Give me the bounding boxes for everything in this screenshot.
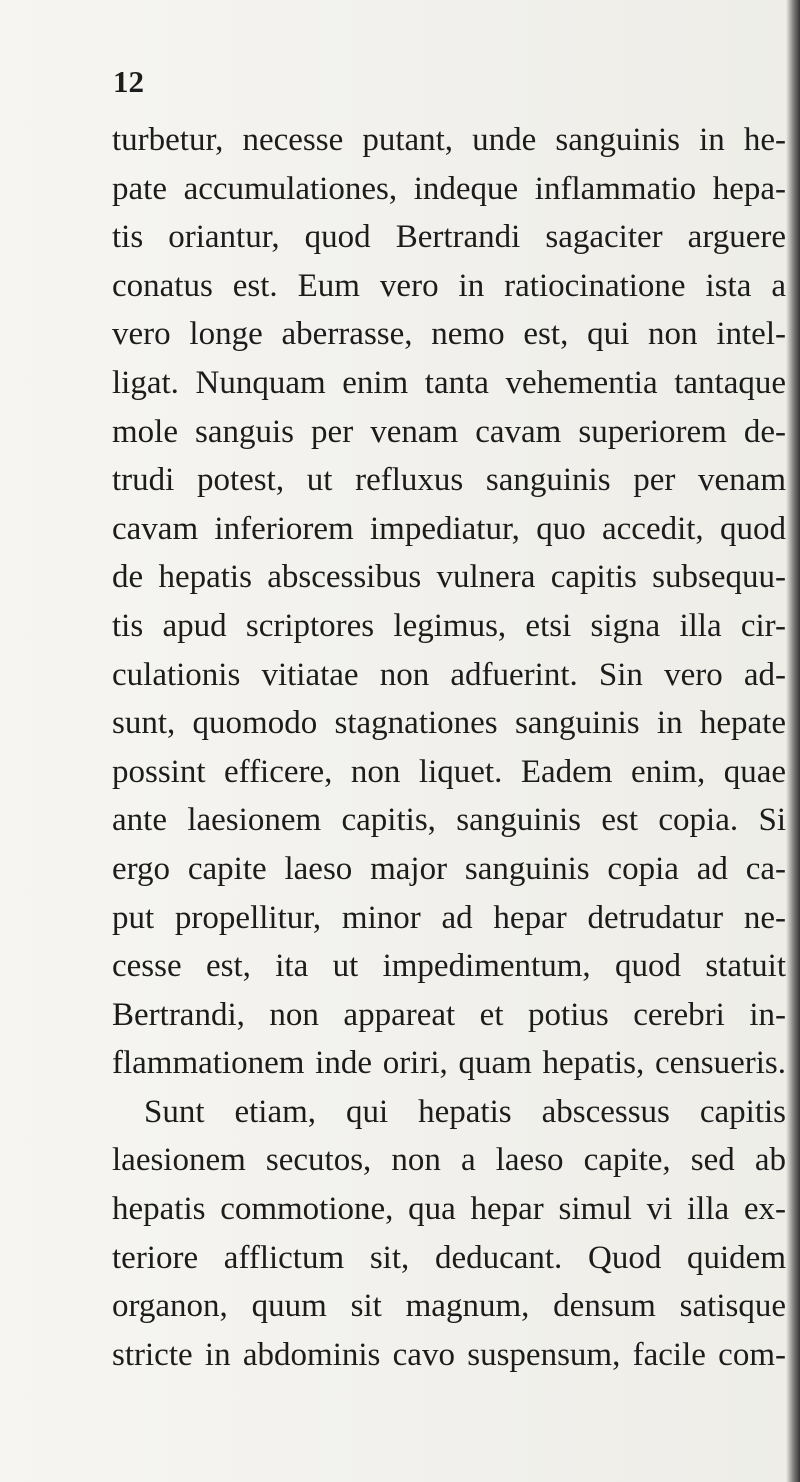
body-text — [112, 116, 792, 1379]
text-line: vero longe aberrasse, nemo est, qui non intel- — [112, 316, 786, 353]
text-line: ergo capite laeso major sanguinis copia ad ca- — [112, 850, 786, 887]
text-line: hepatis commotione, qua hepar simul vi illa ex- — [112, 1191, 786, 1228]
text-line: sunt, quomodo stagnationes sanguinis in hepate — [112, 705, 786, 742]
text-line: culationis vitiatae non adfuerint. Sin vero ad- — [112, 656, 786, 693]
text-line: pate accumulationes, indeque inflammatio hepa- — [112, 170, 786, 207]
text-line: cesse est, ita ut impedimentum, quod statuit — [112, 948, 786, 985]
text-line: stricte in abdominis cavo suspensum, facile com- — [112, 1336, 786, 1373]
text-line: laesionem secutos, non a laeso capite, sed ab — [112, 1142, 786, 1179]
text-line: flammationem inde oriri, quam hepatis, censueris. — [112, 1045, 786, 1082]
text-line: de hepatis abscessibus vulnera capitis subsequu- — [112, 559, 786, 596]
text-line: put propellitur, minor ad hepar detrudatur ne- — [112, 899, 786, 936]
text-line: tis apud scriptores legimus, etsi signa illa cir- — [112, 607, 786, 644]
text-line: cavam inferiorem impediatur, quo accedit, quod — [112, 510, 786, 547]
text-line: ante laesionem capitis, sanguinis est copia. Si — [112, 802, 786, 839]
text-line: organon, quum sit magnum, densum satisque — [112, 1288, 786, 1325]
text-line: Sunt etiam, qui hepatis abscessus capitis — [144, 1093, 786, 1130]
text-line: teriore afflictum sit, deducant. Quod quidem — [112, 1239, 786, 1276]
text-line: trudi potest, ut refluxus sanguinis per venam — [112, 462, 786, 499]
text-line: turbetur, necesse putant, unde sanguinis in he- — [112, 122, 786, 158]
text-line: Bertrandi, non appareat et potius cerebri in- — [112, 996, 786, 1033]
text-line: mole sanguis per venam cavam superiorem de- — [112, 413, 786, 450]
text-line: conatus est. Eum vero in ratiocinatione ista a — [112, 267, 786, 304]
text-line: ligat. Nunquam enim tanta vehementia tantaque — [112, 364, 786, 401]
page-number: 12 — [113, 64, 144, 99]
text-line: tis oriantur, quod Bertrandi sagaciter arguere — [112, 219, 786, 256]
text-line: possint efficere, non liquet. Eadem enim, quae — [112, 753, 786, 790]
page-edge-shadow — [786, 0, 800, 1482]
